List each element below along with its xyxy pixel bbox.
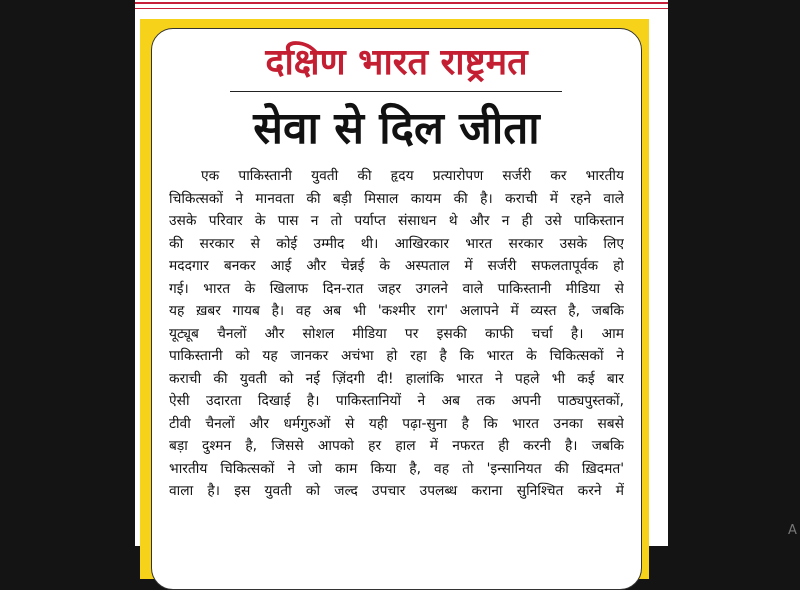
article-line: उसके परिवार के पास न तो पर्याप्त संसाधन थे और न ही उसे पाकिस्तान [169,213,624,229]
top-rule [135,2,668,4]
article-headline: सेवा से दिल जीता [253,103,540,154]
article-line: यूट्यूब चैनलों और सोशल मीडिया पर इसकी काफी चर्चा है। आम [169,325,624,342]
edge-mark: A [788,523,797,538]
editorial-card [151,28,642,590]
article-line: गई। भारत के खिलाफ दिन-रात जहर उगलने वाले पाकिस्तानी मीडिया से [169,280,624,297]
article-line: यह ख़बर गायब है। वह अब भी 'कश्मीर राग' अलापने में व्यस्त है, जबकि [169,303,624,319]
article-line: की सरकार से कोई उम्मीद थी। आखिरकार भारत सरकार उसके लिए [169,235,624,252]
article-line: एक पाकिस्तानी युवती की हृदय प्रत्यारोपण सर्जरी कर भारतीय [201,168,624,184]
top-rule-thin [135,8,668,9]
article-line: टीवी चैनलों और धर्मगुरुओं से यही पढ़ा-सुना है कि भारत उनका सबसे [169,415,624,432]
article-line: ऐसी उदारता दिखाई है। पाकिस्तानियों ने अब तक अपनी पाठ्यपुस्तकों, [169,393,624,409]
masthead-divider [230,91,562,92]
article-line: कराची की युवती को नई ज़िंदगी दी! हालांकि भारत ने पहले भी कई बार [169,370,624,387]
article-line: पाकिस्तानी को यह जानकर अचंभा हो रहा है कि भारत के चिकित्सकों ने [169,348,624,364]
article-line: बड़ा दुश्मन है, जिससे आपको हर हाल में नफरत ही करनी है। जबकि [169,438,624,454]
article-line: वाला है। इस युवती को जल्द उपचार उपलब्ध कराना सुनिश्चित करने में [169,483,624,499]
article-line: चिकित्सकों ने मानवता की बड़ी मिसाल कायम की है। कराची में रहने वाले [169,190,624,207]
masthead-title: दक्षिण भारत राष्ट्रमत [265,42,528,83]
article-body [169,165,624,503]
article-line: भारतीय चिकित्सकों ने जो काम किया है, वह तो 'इन्सानियत की ख़िदमत' [169,460,624,477]
article-line: मददगार बनकर आई और चेन्नई के अस्पताल में सर्जरी सफलतापूर्वक हो [169,258,624,274]
